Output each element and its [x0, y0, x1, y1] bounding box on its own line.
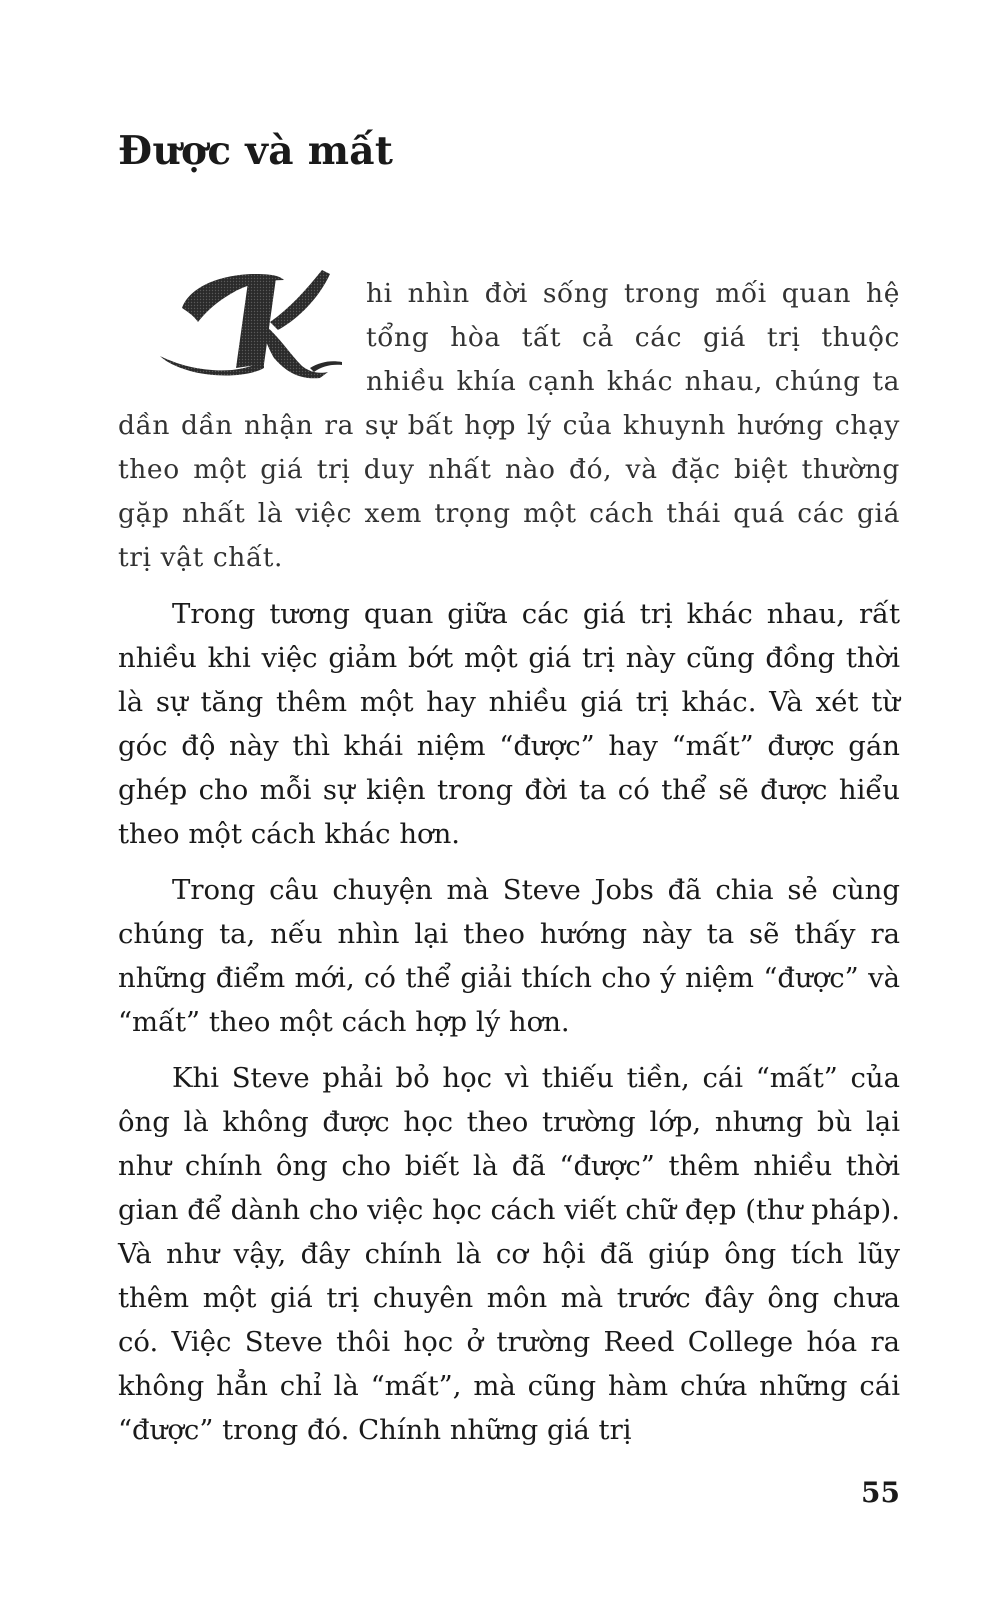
opening-section — [118, 272, 900, 580]
paragraph: Trong tương quan giữa các giá trị khác nhau, rất nhiều khi việc giảm bớt một giá trị này cũng đồng thời là sự tăng thêm một hay nhiều giá trị khác. Và xét từ góc độ này thì khái niệm “được” hay “mất” được gán ghép cho mỗi sự kiện trong đời ta có thể sẽ được hiểu theo một cách khác hơn. — [118, 598, 900, 850]
page-number: 55 — [861, 1476, 900, 1509]
paragraph: Khi Steve phải bỏ học vì thiếu tiền, cái “mất” của ông là không được học theo trường lớp, nhưng bù lại như chính ông cho biết là đã “được” thêm nhiều thời gian để dành cho việc học cách viết chữ đẹp (thư pháp). Và như vậy, đây chính là cơ hội đã giúp ông tích lũy thêm một giá trị chuyên môn mà trước đây ông chưa có. Việc Steve thôi học ở trường Reed College hóa ra không hẳn chỉ là “mất”, mà cũng hàm chứa những cái “được” trong đó. Chính những giá trị — [118, 1062, 900, 1446]
book-page — [118, 120, 900, 1452]
chapter-title: Được và mất — [118, 128, 394, 174]
decorative-drop-cap-k — [160, 268, 360, 380]
paragraph: hi nhìn đời sống trong mối quan hệ tổng hòa tất cả các giá trị thuộc nhiều khía cạnh khác nhau, chúng ta dần dần nhận ra sự bất hợp lý của khuynh hướng chạy theo một giá trị duy nhất nào đó, và đặc biệt thường gặp nhất là việc xem trọng một cách thái quá các giá trị vật chất. — [118, 278, 900, 573]
paragraph: Trong câu chuyện mà Steve Jobs đã chia sẻ cùng chúng ta, nếu nhìn lại theo hướng này ta sẽ thấy ra những điểm mới, có thể giải thích cho ý niệm “được” và “mất” theo một cách hợp lý hơn. — [118, 874, 900, 1038]
